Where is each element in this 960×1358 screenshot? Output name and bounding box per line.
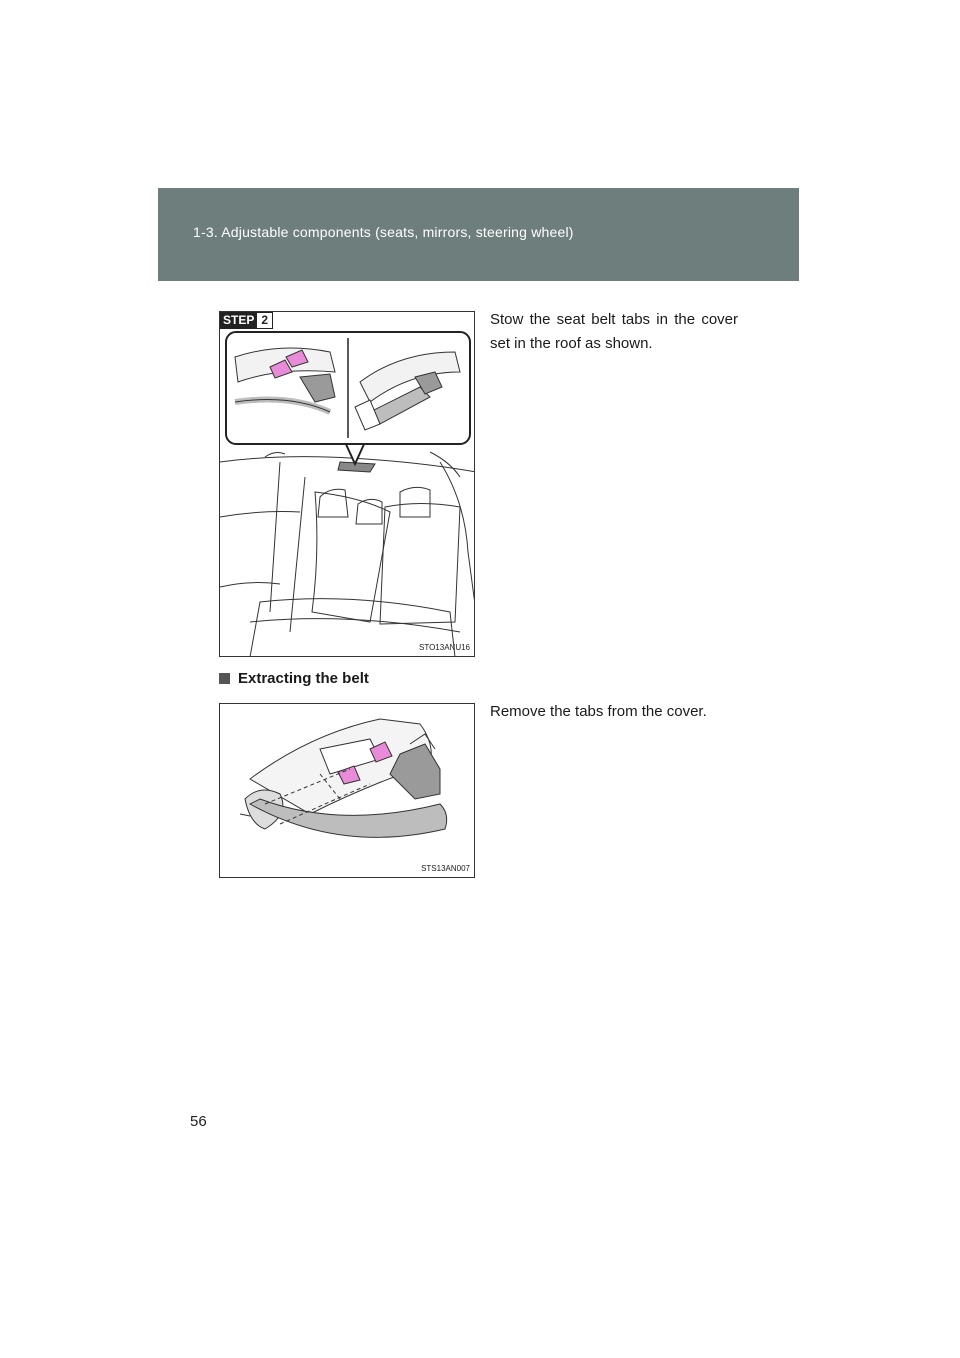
step-number: 2 [257,312,273,329]
page-number: 56 [190,1113,207,1130]
figure-code: STO13ANU16 [419,643,470,652]
section-heading-text: Extracting the belt [238,670,369,687]
step-badge [220,312,273,329]
step-label: STEP [220,312,257,329]
section-heading [219,670,369,687]
belt-cover-drawing [220,704,475,878]
section-header-title: 1-3. Adjustable components (seats, mirrors, steering wheel) [193,224,574,240]
rear-seat-drawing [220,312,475,657]
seat-belt-stow-illustration [219,311,475,657]
figure-code: STS13AN007 [421,864,470,873]
instruction-text-remove: Remove the tabs from the cover. [490,703,707,720]
tab-removal-illustration [219,703,475,878]
square-bullet-icon [219,673,230,684]
section-header-bar [158,188,799,281]
instruction-text-stow: Stow the seat belt tabs in the cover set in the roof as shown. [490,311,738,352]
